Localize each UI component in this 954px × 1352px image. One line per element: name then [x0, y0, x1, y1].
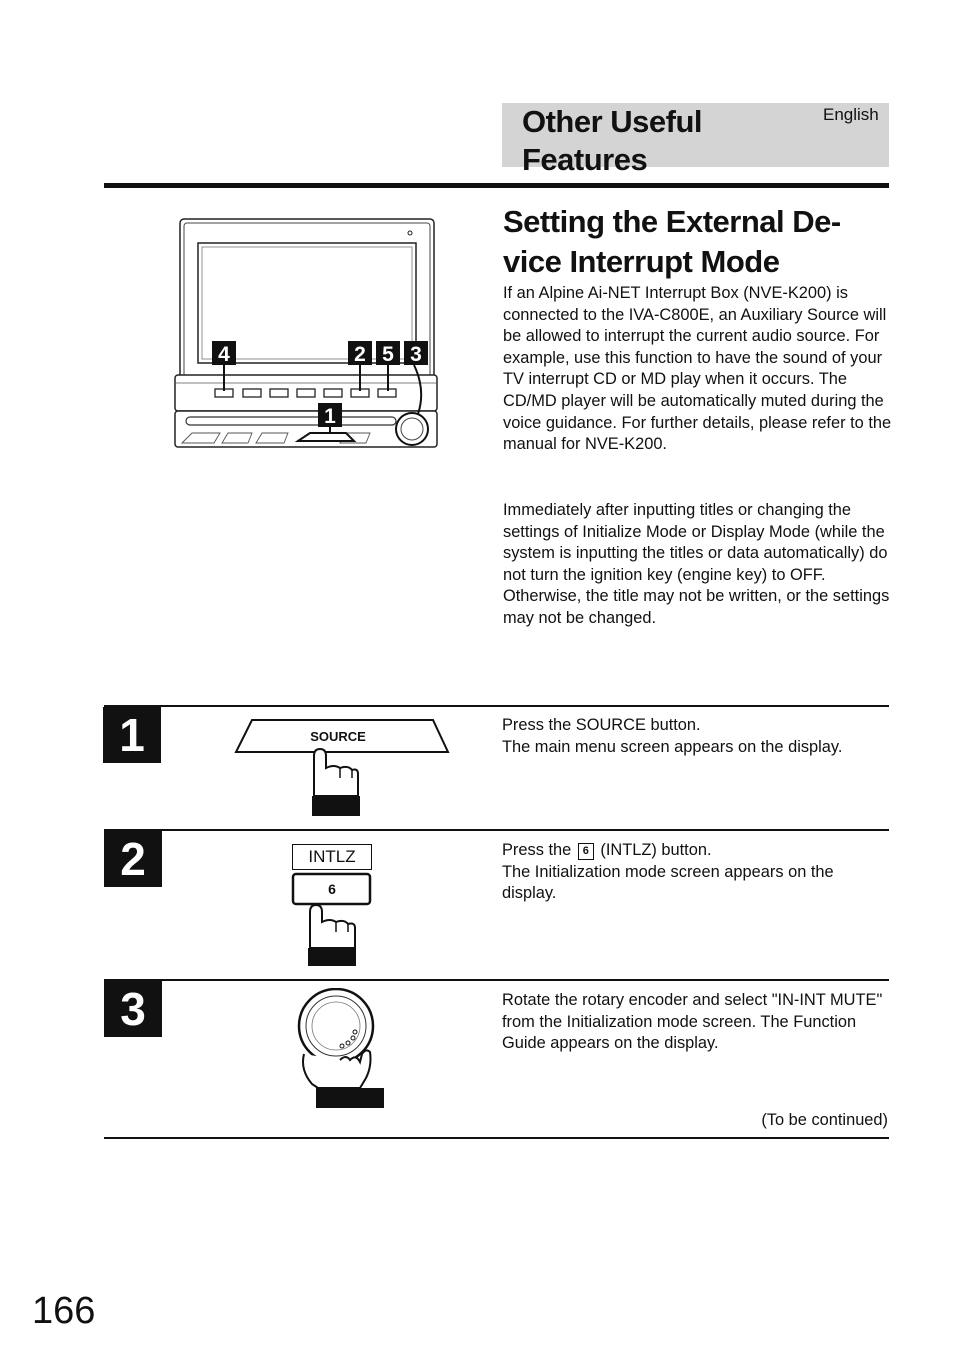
header-rule — [104, 183, 889, 188]
rotary-knob-icon — [299, 989, 373, 1063]
rotary-encoder-illustration — [290, 988, 386, 1112]
head-unit-illustration — [170, 215, 442, 455]
key-6-badge: 6 — [578, 843, 594, 860]
intlz-label: INTLZ — [292, 844, 372, 870]
page-number: 166 — [32, 1290, 96, 1332]
source-button-label: SOURCE — [310, 729, 366, 744]
step-3-rule — [104, 979, 889, 981]
section-title-line1: Setting the External De- — [503, 204, 841, 239]
language-label: English — [823, 105, 879, 124]
continued-note: (To be continued) — [761, 1111, 888, 1129]
step-2-number: 2 — [104, 831, 162, 887]
step-2-text — [502, 840, 892, 905]
warning-paragraph — [503, 500, 893, 630]
step-3-number: 3 — [104, 981, 162, 1037]
intro-paragraph — [503, 283, 893, 456]
paragraph-1: If an Alpine Ai-NET Interrupt Box (NVE-K200) is connected to the IVA-C800E, an Auxiliary Source will be allowed to interrupt the current audio source. For example, use this function to have the sound of your TV interrupt CD or MD play when it occurs. The CD/MD player will be automatically muted during the voice guidance. For further details, please refer to the manual for NVE-K200. — [503, 284, 892, 454]
callout-4: 4 — [218, 343, 230, 366]
key-6-illustration — [288, 872, 376, 968]
step-2-prefix: Press the — [502, 841, 572, 859]
step-1-number: 1 — [103, 707, 161, 763]
callout-3: 3 — [410, 343, 422, 366]
section-title — [503, 202, 893, 282]
step-3-text: Rotate the rotary encoder and select "IN-INT MUTE" from the Initialization mode screen. The Function Guide appears on the display. — [502, 991, 883, 1053]
header-title: Other Useful Features — [522, 104, 703, 177]
step-1-rule — [104, 705, 889, 707]
callout-2: 2 — [354, 343, 366, 366]
step-1-line1: Press the SOURCE button. — [502, 716, 701, 734]
step-1-line2: The main menu screen appears on the display. — [502, 737, 843, 756]
step-1-text — [502, 715, 892, 758]
paragraph-3: Otherwise, the title may not be written, or the settings may not be changed. — [503, 587, 890, 627]
section-title-line2: vice Interrupt Mode — [503, 244, 780, 279]
callout-5: 5 — [382, 343, 394, 366]
step-2-suffix: (INTLZ) button. — [600, 841, 712, 859]
source-button-illustration — [230, 716, 455, 820]
step-2-rule — [104, 829, 889, 831]
bottom-rule — [104, 1137, 889, 1139]
key-6-label: 6 — [328, 881, 336, 897]
step-2-line2: The Initialization mode screen appears on the display. — [502, 862, 834, 903]
paragraph-2: Immediately after inputting titles or changing the settings of Initialize Mode or Display Mode (while the system is inputting the titles or data automatically) do not turn the ignition key (engine key) to OFF. — [503, 501, 888, 584]
callout-1: 1 — [324, 405, 336, 428]
